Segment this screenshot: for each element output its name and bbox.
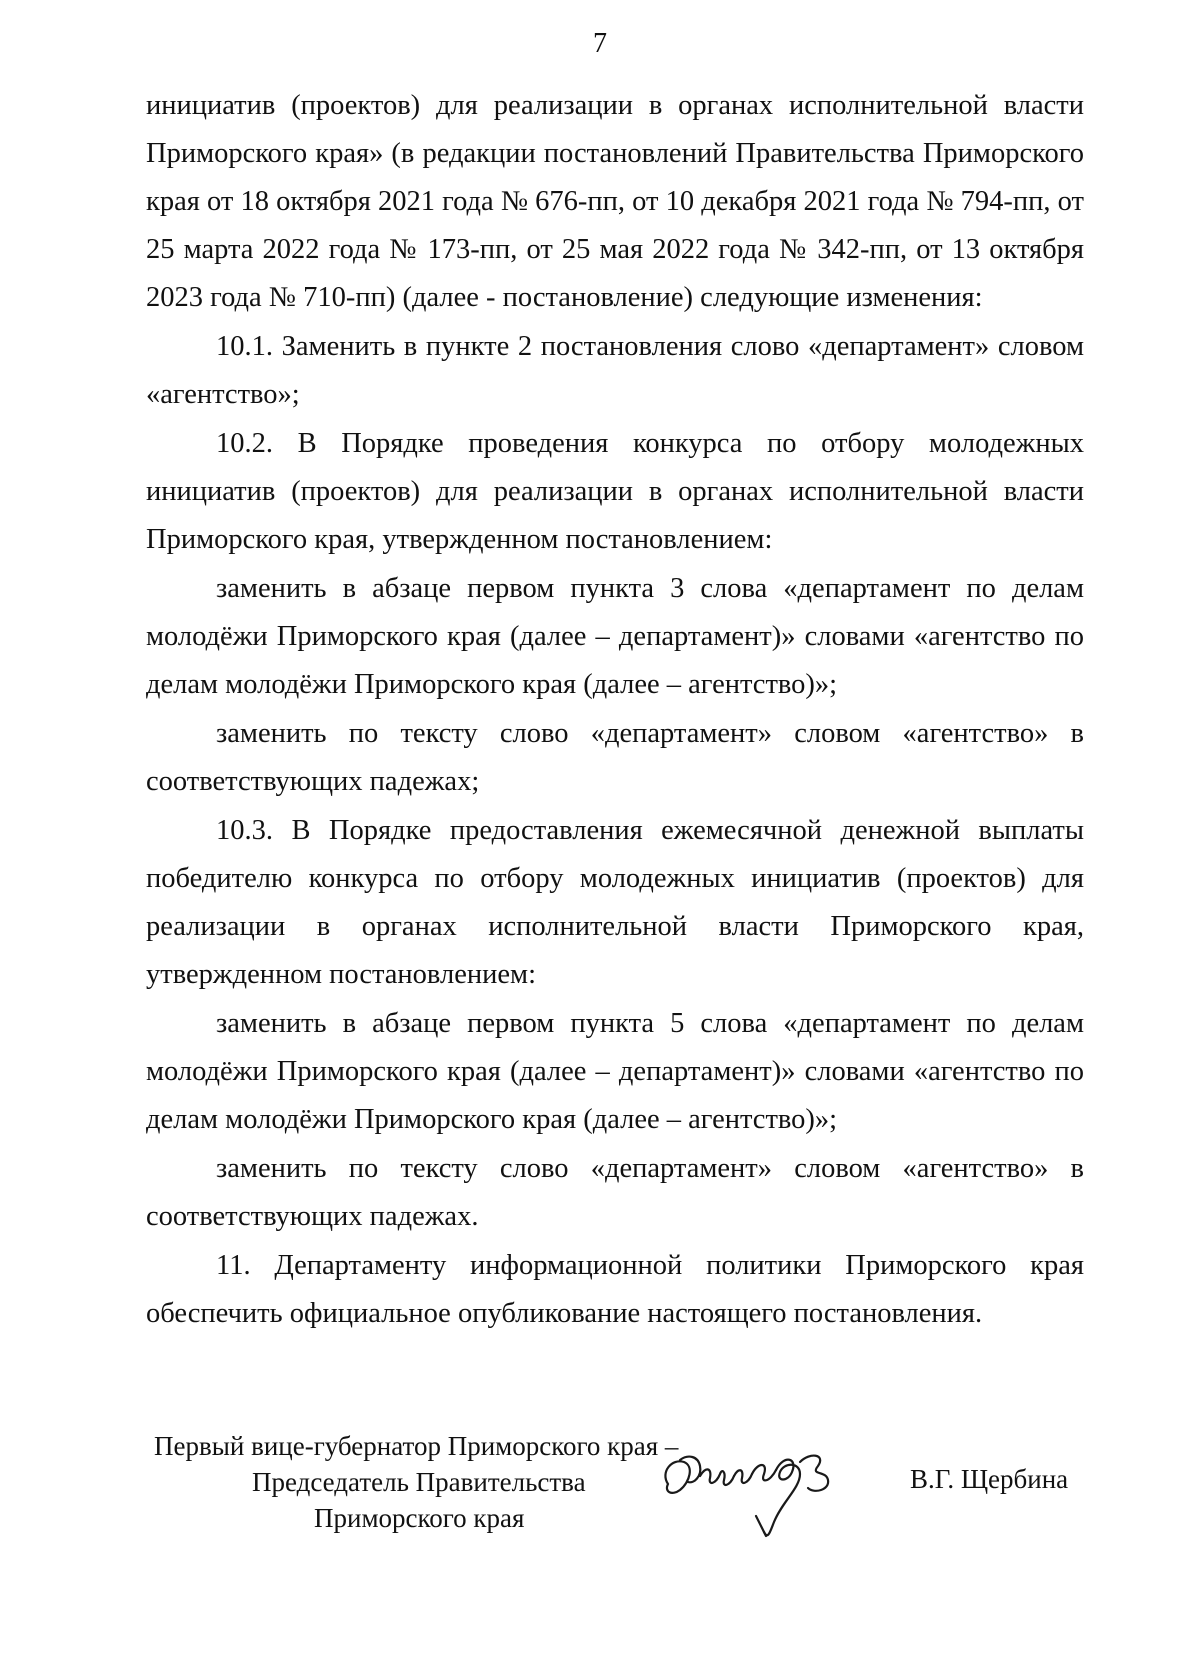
paragraph-11: 11. Департаменту информационной политики Приморского края обеспечить официальное опубликование настоящего постановления.	[146, 1250, 1084, 1329]
signatory-title-line-2: Председатель Правительства	[252, 1467, 586, 1497]
paragraph-10-1: 10.1. Заменить в пункте 2 постановления слово «департамент» словом «агентство»;	[146, 331, 1084, 410]
signatory-title-block	[154, 1428, 678, 1536]
page-number: 7	[593, 28, 607, 59]
signer-name: В.Г. Щербина	[910, 1464, 1069, 1494]
paragraph-10-2-item-2: заменить по тексту слово «департамент» словом «агентство» в соответствующих падежах;	[146, 718, 1084, 797]
paragraph-10-3-item-2: заменить по тексту слово «департамент» словом «агентство» в соответствующих падежах.	[146, 1153, 1084, 1232]
paragraph-10-3: 10.3. В Порядке предоставления ежемесячной денежной выплаты победителю конкурса по отбору молодежных инициатив (проектов) для реализации в органах исполнительной власти Приморского края, утвержденном постановлением:	[146, 815, 1084, 990]
paragraph-10-2-item-1: заменить в абзаце первом пункта 3 слова «департамент по делам молодёжи Приморского края (далее – департамент)» словами «агентство по делам молодёжи Приморского края (далее – агентство)»;	[146, 573, 1084, 700]
paragraph-10-2: 10.2. В Порядке проведения конкурса по отбору молодежных инициатив (проектов) для реализации в органах исполнительной власти Приморского края, утвержденном постановлением:	[146, 428, 1084, 555]
signatory-title-line-1: Первый вице-губернатор Приморского края –	[154, 1431, 679, 1461]
handwritten-signature-icon	[650, 1432, 860, 1550]
document-body	[146, 82, 1084, 1338]
paragraph-10-3-item-1: заменить в абзаце первом пункта 5 слова «департамент по делам молодёжи Приморского края (далее – департамент)» словами «агентство по делам молодёжи Приморского края (далее – агентство)»;	[146, 1008, 1084, 1135]
paragraph-continuation: инициатив (проектов) для реализации в органах исполнительной власти Приморского края» (в редакции постановлений Правительства Приморского края от 18 октября 2021 года № 676-пп, от 10 декабря 2021 года № 794-пп, от 25 марта 2022 года № 173-пп, от 25 мая 2022 года № 342-пп, от 13 октября 2023 года № 710-пп) (далее - постановление) следующие изменения:	[146, 90, 1084, 313]
signatory-title-line-3: Приморского края	[314, 1503, 525, 1533]
